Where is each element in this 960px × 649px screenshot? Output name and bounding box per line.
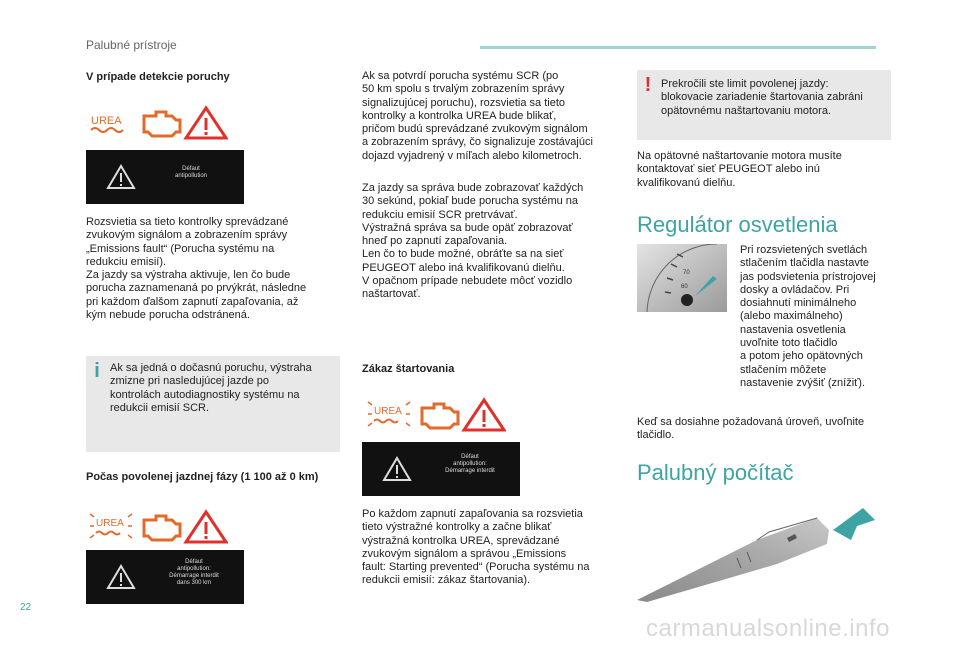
paragraph-release-button: Keď sa dosiahne požadovaná úroveň, uvoľnite tlačidlo. [637,416,865,442]
paragraph-while-driving: Za jazdy sa správa bude zobrazovať každých 30 sekúnd, pokiaľ bude porucha systému na redukciu emisií SCR pretrvávať. Výstražná správa sa bude opäť zobrazovať hneď po zapnutí zapaľovania. Len čo to bude možné, obráťte sa na sieť PEUGEOT alebo iná kvalifikovanú dielňu. V opačnom prípade nebudete môcť vozidlo naštartovať. [362,182,584,301]
urea-icon [90,514,132,538]
header-title: Palubné prístroje [86,38,177,52]
gauge-label-60: 60 [681,284,688,290]
display-warning-icon [106,564,136,590]
heading-allowed-phase: Počas povolenej jazdnej fázy (1 100 až 0 km) [86,471,319,483]
engine-icon [144,516,180,540]
paragraph-each-ignition: Po každom zapnutí zapaľovania sa rozsvietia tieto výstražné kontrolky a začne blikať výstražná kontrolka UREA, sprevádzané zvukovým signálom a správou „Emissions fault: Starting prevented“ (Porucha systému na redukcii emisií: zákaz štartovania). [362,508,590,587]
warning-triangle-icon [464,400,504,430]
dimmer-illustration [637,244,727,312]
stalk-illustration [637,500,877,602]
display-start-prohibited-message [362,442,520,496]
warning-lamps-row-1 [88,104,228,142]
paragraph-restart: Na opätovné naštartovanie motora musíte kontaktovať sieť PEUGEOT alebo inú kvalifikovanú dielňu. [637,150,842,189]
info-note-text: Ak sa jedná o dočasnú poruchu, výstraha zmizne pri nasledujúcej jazde po kontrolách autodiagnostiky systému na redukcii emisií SCR. [110,362,312,414]
heading-fault-detection: V prípade detekcie poruchy [86,71,230,83]
warning-lamps-row-2 [88,508,228,546]
gauge-label-70: 70 [683,270,690,276]
svg-text:UREA: UREA [96,518,124,529]
paragraph-dimmer-instructions: Pri rozsvietených svetlách stlačením tlačidla nastavte jas podsvietenia prístrojovej dosky a ovládačov. Pri dosiahnutí minimálneho (alebo maximálneho) nastavenia osvetlenia uvoľnite toto tlačidlo a potom jeho opätovných stlačením môžete nastavenie zvýšiť (znížiť). [740,244,876,389]
display-text: Défaut antipollution: Démarrage interdit dans 300 km [169,559,219,586]
section-title-trip-computer: Palubný počítač [637,460,794,485]
heading-start-prohibited: Zákaz štartovania [362,363,455,375]
info-icon: i [94,360,100,382]
section-title-lighting-dimmer: Regulátor osvetlenia [637,212,838,237]
display-text: Défaut antipollution [174,166,208,179]
warning-triangle-icon [186,108,226,138]
paragraph-fault-detection: Rozsvietia sa tieto kontrolky sprevádzané zvukovým signálom a zobrazením správy „Emissions fault“ (Porucha systému na redukciu emisií). Za jazdy sa výstraha aktivuje, len čo bude porucha zaznamenaná po prvýkrát, následne pri každom ďalšom zapnutí zapaľovania, až kým nebude porucha odstránená. [86,216,307,322]
engine-icon [422,404,458,428]
urea-icon [368,402,410,426]
watermark: carmanualsonline.info [646,615,890,642]
display-countdown-message [86,550,244,604]
svg-text:UREA: UREA [374,406,402,417]
warning-note-text: Prekročili ste limit povolenej jazdy: blokovacie zariadenie štartovania zabráni opätovnému naštartovaniu motora. [661,78,863,117]
page-number: 22 [20,602,32,613]
pointer-arrow-icon [833,508,875,540]
svg-text:UREA: UREA [91,115,122,127]
warning-triangle-icon [186,512,226,542]
dimmer-button-icon [681,294,693,306]
display-text: Défaut antipollution: Démarrage interdit [445,454,495,474]
warning-note [637,70,891,140]
instrument-gauge-icon [637,244,727,312]
warning-lamps-row-3 [366,396,506,434]
urea-icon [91,115,123,132]
engine-icon [144,112,180,136]
paragraph-scr-confirmed: Ak sa potvrdí porucha systému SCR (po 50 km spolu s trvalým zobrazením správy signalizujúcej poruchu), rozsvietia sa tieto kontrolky a kontrolka UREA bude blikať, pričom budú sprevádzané zvukovým signálom a zobrazením správy, čo signalizuje zostávajúci dojazd vyjadrený v míľach alebo kilometroch. [362,70,593,162]
info-note [86,356,340,452]
warning-exclamation-icon: ! [644,74,652,96]
display-fault-message [86,150,244,204]
display-warning-icon [382,456,412,482]
control-stalk-icon [637,500,877,602]
header-bar [480,46,876,49]
display-warning-icon [106,164,136,190]
